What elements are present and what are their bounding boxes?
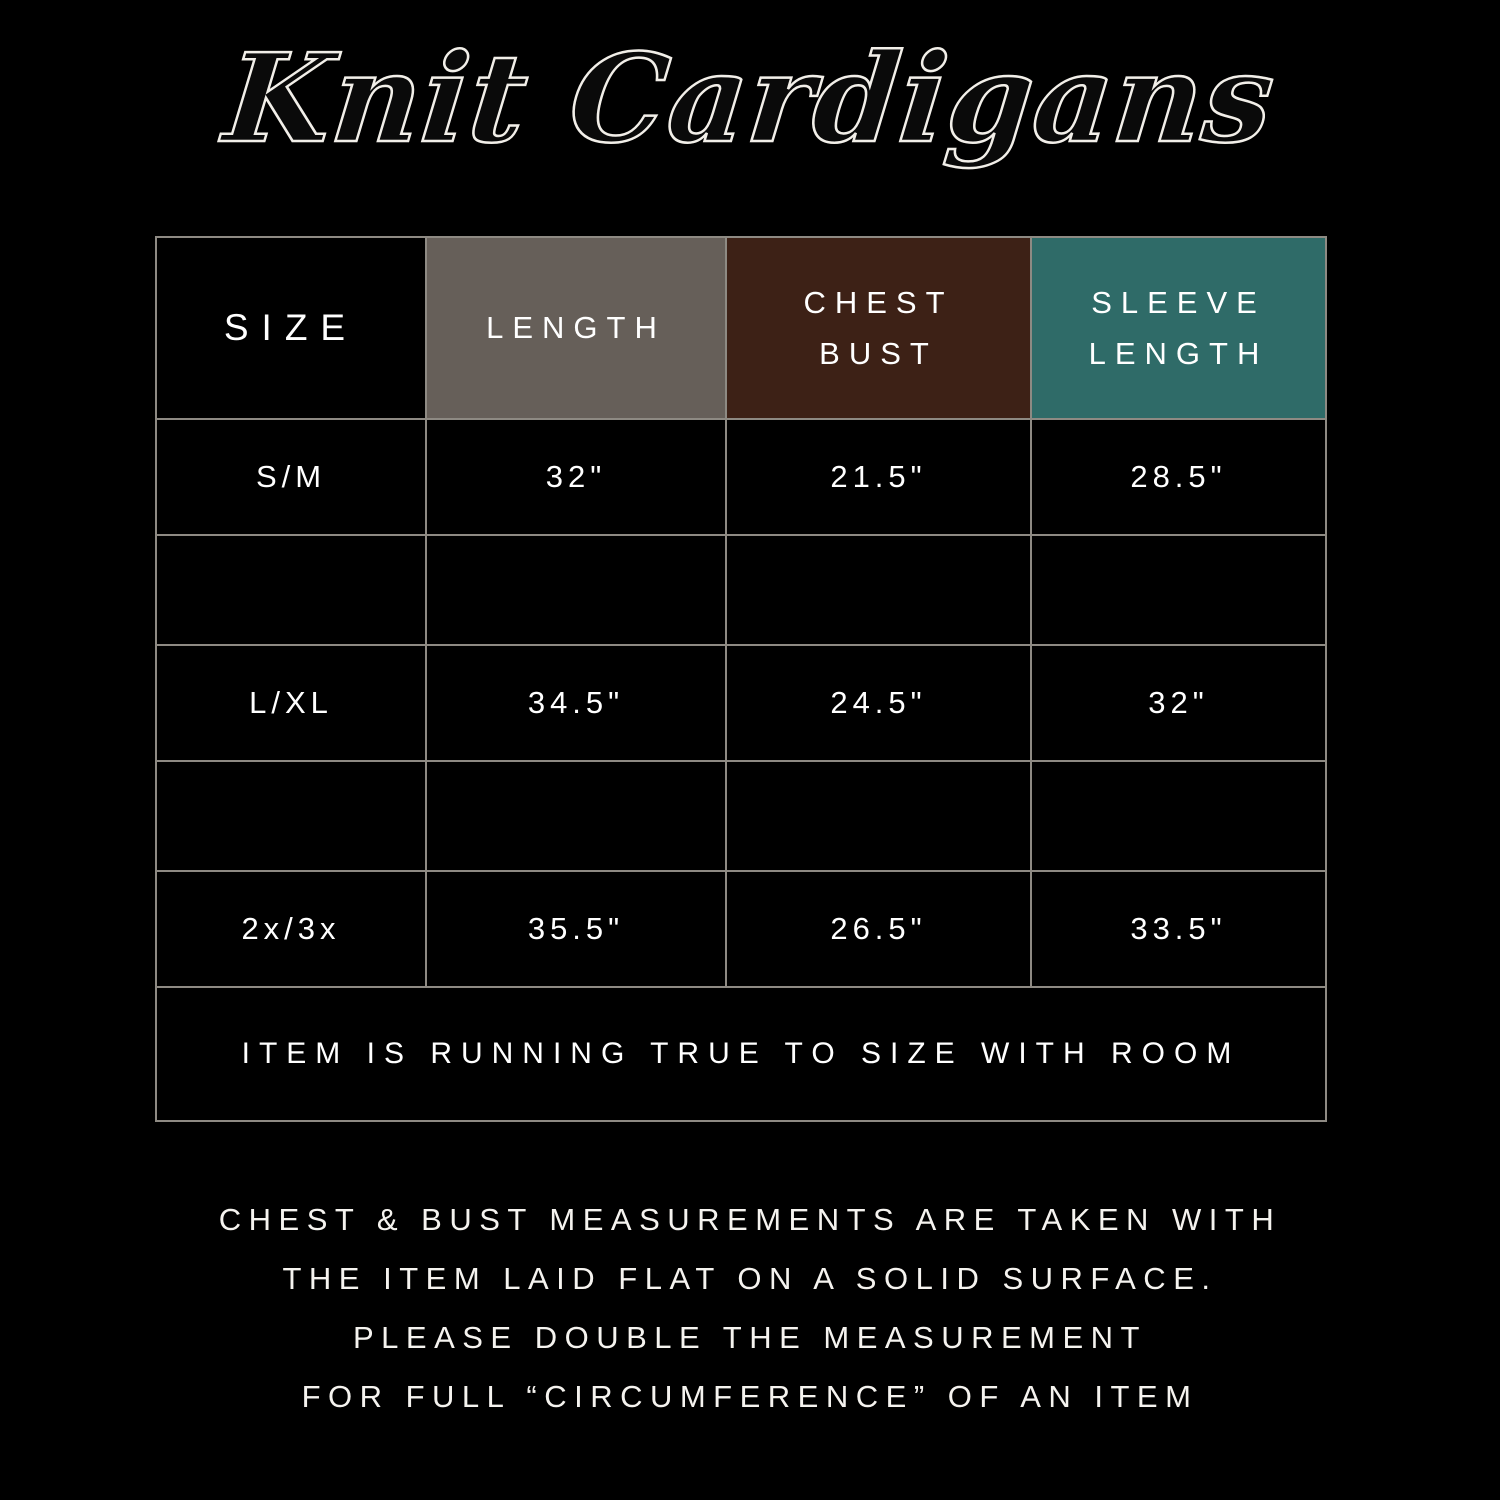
disclaimer-line-3: PLEASE DOUBLE THE MEASUREMENT [352, 1320, 1147, 1355]
cell-length: 34.5" [426, 645, 726, 761]
column-header-sleeve-length [1031, 237, 1326, 419]
cell-sleeve-length: 32" [1031, 645, 1326, 761]
column-header-sleeve-line1: SLEEVE [1091, 284, 1266, 320]
column-header-size: SIZE [156, 237, 426, 419]
cell-size [156, 761, 426, 871]
table-row [156, 871, 1326, 987]
cell-sleeve-length [1031, 535, 1326, 645]
cell-sleeve-length [1031, 761, 1326, 871]
column-header-sleeve-line2: LENGTH [1088, 336, 1269, 371]
cell-sleeve-length: 28.5" [1031, 419, 1326, 535]
column-header-chest-line2: BUST [819, 336, 938, 371]
measurement-disclaimer [0, 1190, 1500, 1426]
table-note-row [156, 987, 1326, 1121]
cell-size: 2x/3x [156, 871, 426, 987]
cell-length: 32" [426, 419, 726, 535]
cell-sleeve-length: 33.5" [1031, 871, 1326, 987]
disclaimer-line-2: THE ITEM LAID FLAT ON A SOLID SURFACE. [282, 1261, 1218, 1296]
disclaimer-line-4: FOR FULL “CIRCUMFERENCE” OF AN ITEM [301, 1379, 1199, 1414]
cell-chest-bust: 24.5" [726, 645, 1031, 761]
table-header-row [156, 237, 1326, 419]
column-header-length: LENGTH [426, 237, 726, 419]
page-title: Knit Cardigans [218, 26, 1282, 170]
disclaimer-line-1: CHEST & BUST MEASUREMENTS ARE TAKEN WITH [218, 1202, 1282, 1237]
cell-chest-bust [726, 761, 1031, 871]
cell-size [156, 535, 426, 645]
page-title-container [0, 26, 1500, 170]
column-header-chest-line1: CHEST [803, 284, 954, 320]
size-chart-table [155, 236, 1327, 1122]
cell-size: L/XL [156, 645, 426, 761]
cell-length [426, 535, 726, 645]
table-row [156, 761, 1326, 871]
table-row [156, 419, 1326, 535]
cell-length: 35.5" [426, 871, 726, 987]
cell-chest-bust: 26.5" [726, 871, 1031, 987]
table-row [156, 645, 1326, 761]
fit-note: ITEM IS RUNNING TRUE TO SIZE WITH ROOM [156, 987, 1326, 1121]
cell-chest-bust [726, 535, 1031, 645]
cell-length [426, 761, 726, 871]
column-header-chest-bust [726, 237, 1031, 419]
cell-size: S/M [156, 419, 426, 535]
table-row [156, 535, 1326, 645]
cell-chest-bust: 21.5" [726, 419, 1031, 535]
